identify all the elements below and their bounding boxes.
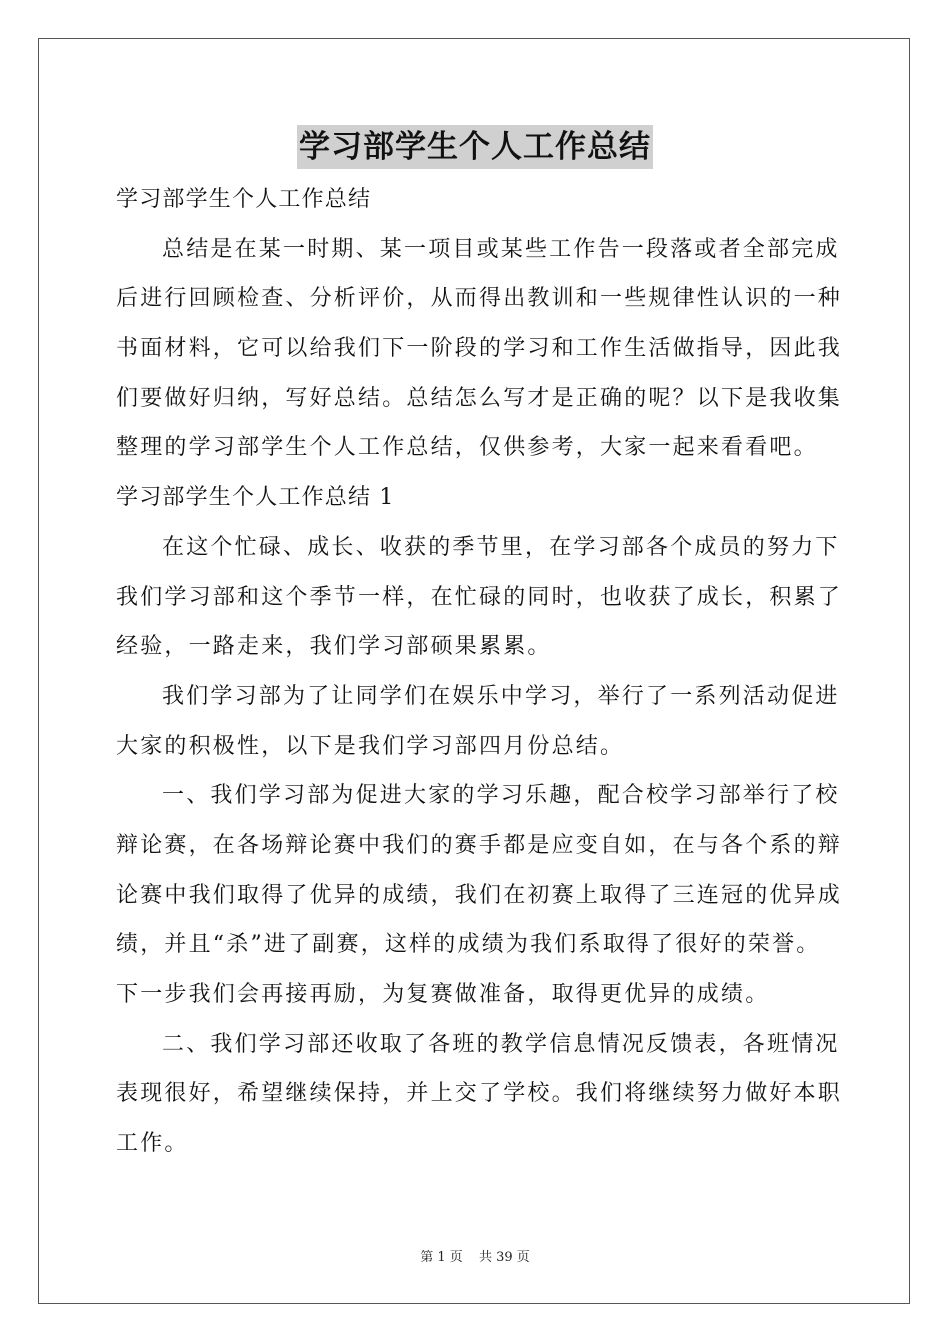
paragraph-line: 们要做好归纳，写好总结。总结怎么写才是正确的呢？以下是我收集 — [116, 385, 843, 411]
paragraph-line: 后进行回顾检查、分析评价，从而得出教训和一些规律性认识的一种 — [116, 286, 843, 312]
paragraph-line: 我们学习部为了让同学们在娱乐中学习，举行了一系列活动促进 — [162, 683, 840, 709]
paragraph-line: 辩论赛，在各场辩论赛中我们的赛手都是应变自如，在与各个系的辩 — [116, 832, 843, 858]
paragraph-line: 书面材料，它可以给我们下一阶段的学习和工作生活做指导，因此我 — [116, 336, 843, 362]
paragraph-line: 一、我们学习部为促进大家的学习乐趣，配合校学习部举行了校 — [162, 783, 840, 809]
paragraph-line: 二、我们学习部还收取了各班的教学信息情况反馈表，各班情况 — [162, 1031, 840, 1057]
paragraph-line: 经验，一路走来，我们学习部硕果累累。 — [116, 634, 552, 660]
paragraph-line: 在这个忙碌、成长、收获的季节里，在学习部各个成员的努力下 — [162, 534, 840, 560]
page-number: 第 1 页 — [420, 1250, 463, 1265]
document-title: 学习部学生个人工作总结 — [297, 125, 653, 169]
paragraph-line: 我们学习部和这个季节一样，在忙碌的同时，也收获了成长，积累了 — [116, 584, 843, 610]
paragraph-line: 下一步我们会再接再励，为复赛做准备，取得更优异的成绩。 — [116, 982, 770, 1007]
document-body — [116, 175, 843, 1169]
paragraph-line: 表现很好，希望继续保持，并上交了学校。我们将继续努力做好本职 — [116, 1081, 843, 1107]
section-heading: 学习部学生个人工作总结 1 — [116, 485, 395, 511]
page-footer — [0, 1246, 950, 1265]
paragraph-line: 论赛中我们取得了优异的成绩，我们在初赛上取得了三连冠的优异成 — [116, 882, 843, 908]
paragraph-line: 整理的学习部学生个人工作总结，仅供参考，大家一起来看看吧。 — [116, 435, 818, 461]
page-total: 共 39 页 — [478, 1250, 530, 1265]
paragraph-line: 绩，并且“杀”进了副赛，这样的成绩为我们系取得了很好的荣誉。 — [116, 932, 821, 958]
subtitle-line: 学习部学生个人工作总结 — [116, 187, 372, 212]
paragraph-line: 工作。 — [116, 1131, 189, 1157]
paragraph-line: 大家的积极性，以下是我们学习部四月份总结。 — [116, 733, 625, 759]
paragraph-line: 总结是在某一时期、某一项目或某些工作告一段落或者全部完成 — [162, 236, 840, 262]
title-container — [0, 125, 950, 169]
